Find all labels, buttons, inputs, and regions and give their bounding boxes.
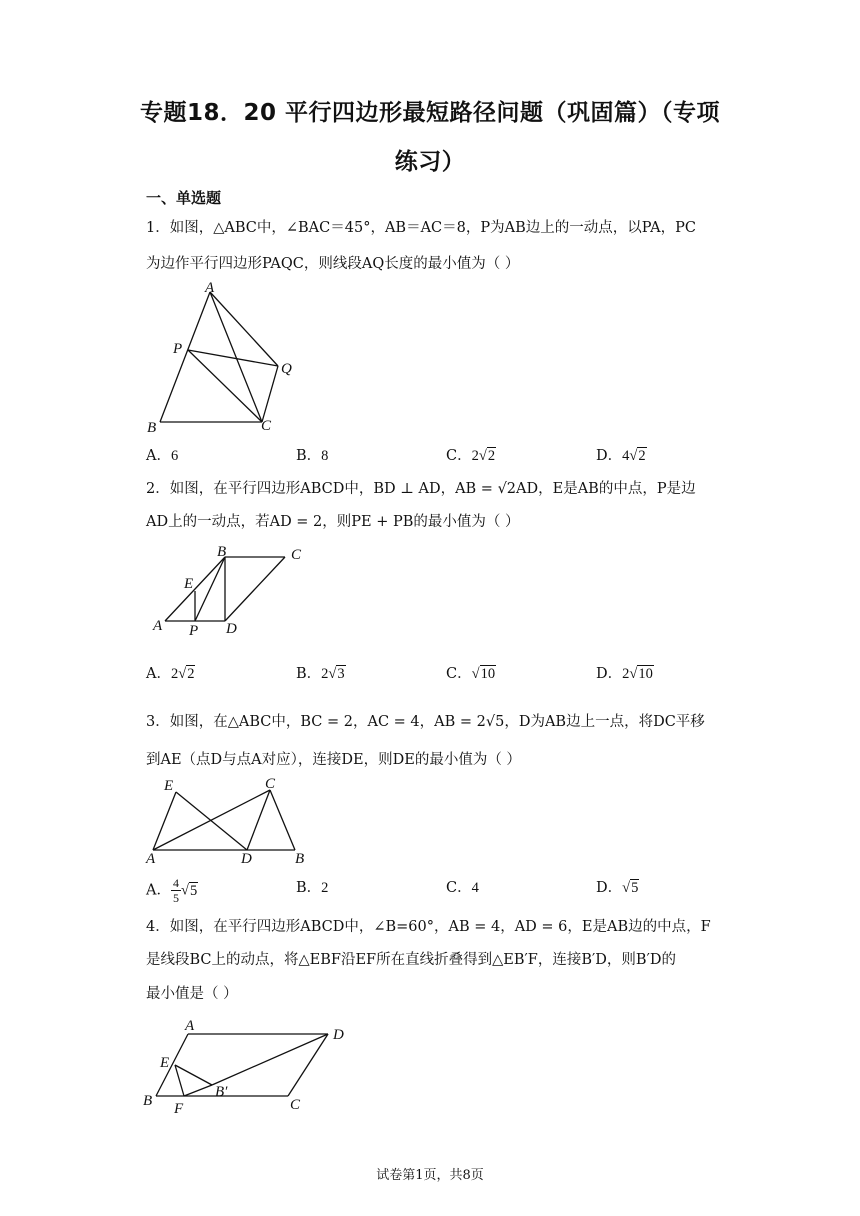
q1-label-p: P xyxy=(173,341,183,357)
q2-label-a: A xyxy=(153,618,163,634)
page-footer: 试卷第1页，共8页 xyxy=(376,1168,484,1183)
q3-label-d: D xyxy=(241,851,252,867)
q4-label-a: A xyxy=(185,1018,195,1034)
q3-option-c: C．4 xyxy=(446,880,479,896)
q4-label-e: E xyxy=(160,1055,170,1071)
q4-text-line2: 是线段BC上的动点，将△EBF沿EF所在直线折叠得到△EB′F，连接B′D，则B′D的 xyxy=(146,952,677,968)
q2-text-line2: AD上的一动点，若AD = 2，则PE + PB的最小值为（ ） xyxy=(146,514,520,530)
q2-label-e: E xyxy=(184,576,194,592)
q3-option-b: B．2 xyxy=(296,880,329,896)
q2-label-c: C xyxy=(291,547,302,563)
q3-label-c: C xyxy=(265,776,276,792)
q1-label-a: A xyxy=(205,280,215,296)
q4-text-line1: 4．如图，在平行四边形ABCD中，∠B=60°，AB = 4，AD = 6，E是AB边的中点，F xyxy=(146,919,711,935)
q1-text-line1: 1．如图，△ABC中，∠BAC＝45°，AB＝AC＝8，P为AB边上的一动点，以PA，PC xyxy=(146,220,696,236)
q4-label-b: B xyxy=(143,1093,153,1109)
q3-option-d: D．√5 xyxy=(596,880,639,896)
q1-option-d: D．4√2 xyxy=(596,448,646,464)
q1-option-a: A．6 xyxy=(146,448,179,464)
q3-text-line2: 到AE（点D与点A对应），连接DE，则DE的最小值为（ ） xyxy=(146,752,521,768)
section-heading: 一、单选题 xyxy=(146,189,222,207)
q3-figure xyxy=(140,770,320,870)
q3-label-b: B xyxy=(295,851,305,867)
q1-label-b: B xyxy=(147,420,157,436)
q2-figure xyxy=(145,540,315,640)
q1-figure xyxy=(140,280,310,440)
q3-label-e: E xyxy=(164,778,174,794)
q4-text-line3: 最小值是（ ） xyxy=(146,986,238,1002)
q1-option-b: B．8 xyxy=(296,448,329,464)
q2-label-p: P xyxy=(189,623,199,639)
q4-label-c: C xyxy=(290,1097,301,1113)
q2-option-c: C．√10 xyxy=(446,666,496,682)
q4-label-f: F xyxy=(174,1101,184,1117)
q4-figure xyxy=(138,1012,368,1122)
q2-option-a: A．2√2 xyxy=(146,666,195,682)
q3-text-line1: 3．如图，在△ABC中，BC = 2，AC = 4，AB = 2√5，D为AB边上一点，将DC平移 xyxy=(146,714,705,730)
q4-label-b-prime: B′ xyxy=(215,1084,228,1100)
q3-label-a: A xyxy=(146,851,156,867)
q2-option-b: B．2√3 xyxy=(296,666,345,682)
q2-option-d: D．2√10 xyxy=(596,666,653,682)
q2-text-line1: 2．如图，在平行四边形ABCD中，BD ⊥ AD，AB = √2AD，E是AB的中点，P是边 xyxy=(146,481,696,497)
q1-option-c: C．2√2 xyxy=(446,448,496,464)
page-title-line2: 练习） xyxy=(394,149,466,175)
q4-label-d: D xyxy=(333,1027,344,1043)
q2-label-b: B xyxy=(217,544,227,560)
q1-label-c: C xyxy=(261,418,272,434)
q3-option-a: A． $\frac{4}{5}$ √5 xyxy=(146,876,198,905)
page-title-line1: 专题18．20 平行四边形最短路径问题（巩固篇）（专项 xyxy=(139,100,721,126)
q1-text-line2: 为边作平行四边形PAQC，则线段AQ长度的最小值为（ ） xyxy=(146,256,520,272)
q1-label-q: Q xyxy=(281,361,292,377)
q2-label-d: D xyxy=(226,621,237,637)
